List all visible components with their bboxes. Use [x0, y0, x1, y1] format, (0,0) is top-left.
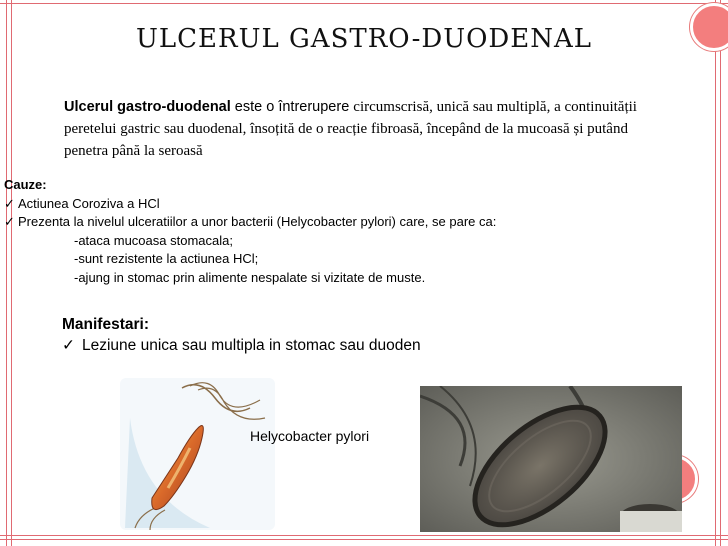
- manifestations-item: [62, 335, 702, 356]
- causes-heading: Cauze:: [4, 177, 47, 192]
- frame-top: [0, 0, 728, 4]
- definition-text-1: este o întrerupere: [230, 99, 354, 115]
- checkmark-icon: ✓: [4, 214, 15, 229]
- image-caption: Helycobacter pylori: [250, 428, 370, 444]
- manifestations-item-text: Leziune unica sau multipla in stomac sau duoden: [82, 337, 421, 354]
- causes-subitem: -ataca mucoasa stomacala;: [74, 232, 233, 248]
- causes-item-text: Prezenta la nivelul ulceratiilor a unor bacterii (Helycobacter pylori) care, se pare ca:: [18, 214, 497, 229]
- checkmark-icon: ✓: [4, 195, 15, 211]
- causes-item: [4, 213, 714, 232]
- definition-text-2: circumscrisă, unică sau multiplă, a continuității peretelui gastric sau duodenal, însoțită de o reacție fibroasă, începând de la mucoasă și putând penetra până la seroasă: [64, 99, 637, 159]
- frame-bottom: [0, 535, 728, 540]
- causes-subitem: -sunt rezistente la actiunea HCl;: [74, 251, 259, 266]
- bacterium-illustration: [120, 378, 275, 530]
- manifestations-heading: Manifestari:: [62, 316, 149, 333]
- checkmark-icon: ✓: [62, 337, 75, 354]
- causes-section: [4, 176, 714, 287]
- micrograph-image: [420, 386, 682, 532]
- causes-subitem: -ajung in stomac prin alimente nespalate si vizitate de muste.: [74, 269, 426, 285]
- causes-item-text: Actiunea Coroziva a HCl: [18, 195, 160, 211]
- manifestations-section: [62, 314, 702, 356]
- slide-title: ULCERUL GASTRO-DUODENAL: [135, 24, 593, 54]
- definition-term: Ulcerul gastro-duodenal: [64, 99, 231, 115]
- causes-item: [4, 195, 714, 214]
- definition-paragraph: [64, 96, 664, 162]
- frame-right: [715, 0, 721, 546]
